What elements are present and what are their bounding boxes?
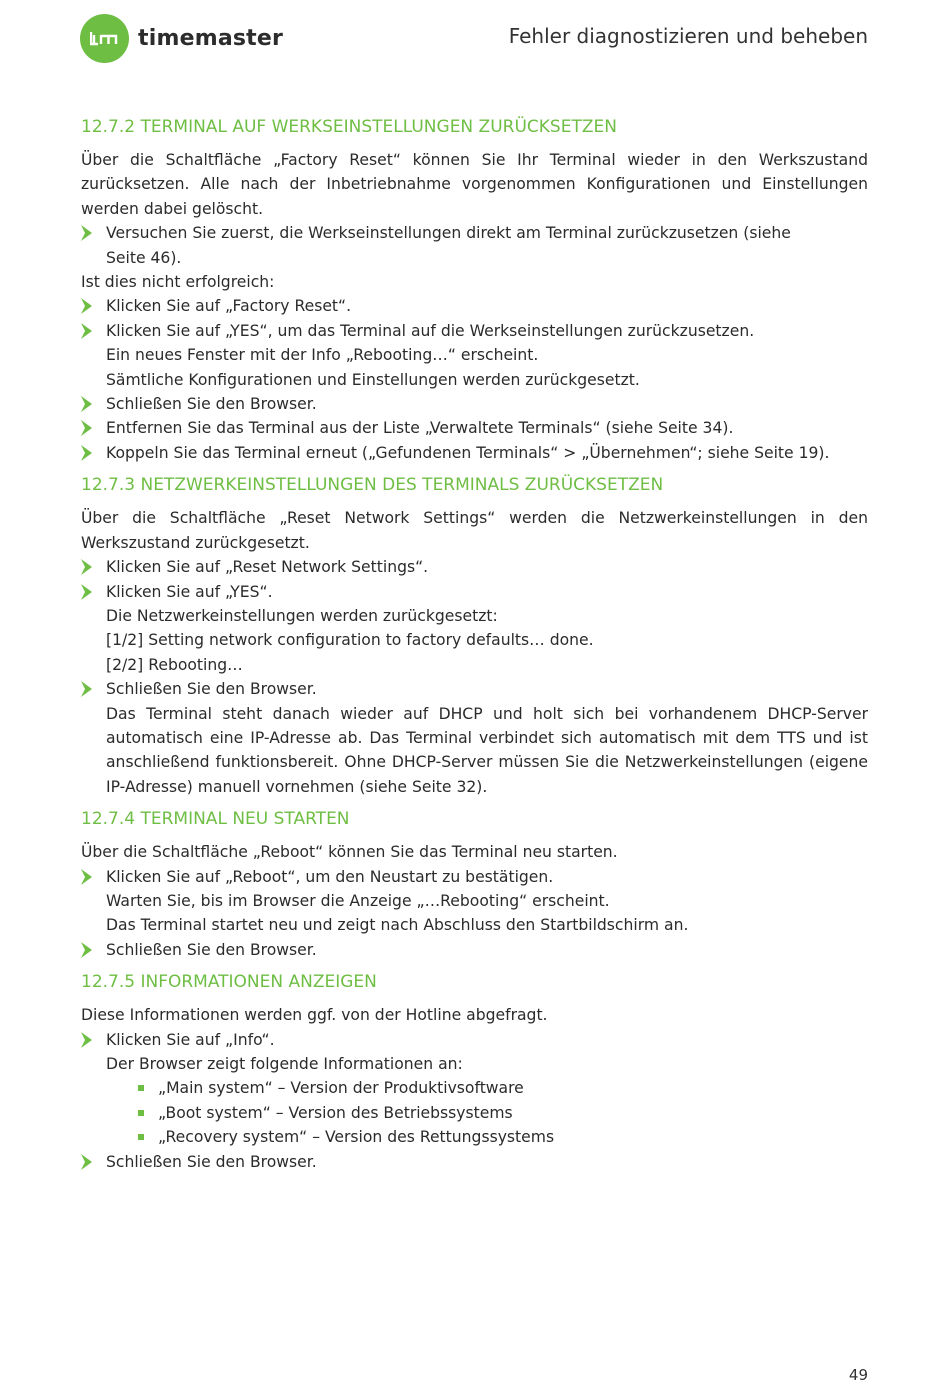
result-text: Ein neues Fenster mit der Info „Rebooting…“ erscheint. [106, 346, 539, 365]
logo-mark-icon [80, 14, 129, 63]
info-list-text: „Main system“ – Version der Produktivsoftware [158, 1079, 524, 1098]
paragraph: Ist dies nicht erfolgreich: [81, 273, 275, 292]
chevron-right-icon [81, 869, 92, 885]
chevron-right-icon [81, 420, 92, 436]
instruction-text: Entfernen Sie das Terminal aus der Liste „Verwaltete Terminals“ (siehe Seite 34). [106, 419, 734, 438]
square-bullet-icon [138, 1134, 144, 1140]
chevron-right-icon [81, 1154, 92, 1170]
instruction-text: Klicken Sie auf „Reboot“, um den Neustart zu bestätigen. [106, 867, 554, 886]
info-list-text: „Recovery system“ – Version des Rettungssystems [158, 1128, 555, 1147]
instruction-item [81, 677, 868, 701]
chevron-right-icon [81, 559, 92, 575]
instruction-text: Schließen Sie den Browser. [106, 940, 317, 959]
instruction-text: Klicken Sie auf „YES“. [106, 582, 273, 601]
instruction-item [81, 865, 868, 889]
section-heading: 12.7.2 TERMINAL AUF WERKSEINSTELLUNGEN ZURÜCKSETZEN [81, 117, 617, 137]
result-text: Die Netzwerkeinstellungen werden zurückgesetzt: [106, 606, 498, 625]
info-list-item [81, 1125, 868, 1149]
paragraph: Über die Schaltfläche „Reset Network Settings“ werden die Netzwerkeinstellungen in den Werkszustand zurückgesetzt. [81, 509, 868, 552]
info-list-item [81, 1101, 868, 1125]
instruction-item [81, 1150, 868, 1174]
paragraph: Über die Schaltfläche „Reboot“ können Sie das Terminal neu starten. [81, 843, 618, 862]
chevron-right-icon [81, 681, 92, 697]
instruction-text: Schließen Sie den Browser. [106, 395, 317, 414]
result-text: Warten Sie, bis im Browser die Anzeige „…Rebooting“ erscheint. [106, 891, 610, 910]
section-heading: 12.7.5 INFORMATIONEN ANZEIGEN [81, 972, 377, 993]
instruction-item [81, 555, 868, 579]
instruction-item [81, 221, 868, 245]
instruction-text: Klicken Sie auf „Info“. [106, 1030, 275, 1049]
square-bullet-icon [138, 1085, 144, 1091]
chevron-right-icon [81, 445, 92, 461]
paragraph: Über die Schaltfläche „Factory Reset“ können Sie Ihr Terminal wieder in den Werkszustand zurücksetzen. Alle nach der Inbetriebnahme vorgenommen Konfigurationen und Einstellungen werden dabei gelöscht. [81, 151, 868, 218]
logo-mark-glyph [90, 30, 120, 46]
result-text: Der Browser zeigt folgende Informationen an: [106, 1055, 463, 1073]
instruction-item [81, 441, 868, 465]
instruction-item [81, 294, 868, 318]
chevron-right-icon [81, 1032, 92, 1048]
instruction-text: Schließen Sie den Browser. [106, 1152, 317, 1171]
page-header-title: Fehler diagnostizieren und beheben [508, 24, 868, 48]
instruction-text: Koppeln Sie das Terminal erneut („Gefundenen Terminals“ > „Übernehmen“; siehe Seite 19). [106, 443, 830, 462]
instruction-text: Klicken Sie auf „Factory Reset“. [106, 297, 352, 316]
page-number: 49 [848, 1366, 868, 1384]
result-text: [2/2] Rebooting… [106, 655, 243, 674]
chevron-right-icon [81, 942, 92, 958]
instruction-continuation: Seite 46). [106, 248, 182, 267]
instruction-text: Klicken Sie auf „Reset Network Settings“. [106, 558, 429, 577]
chevron-right-icon [81, 584, 92, 600]
section-heading: 12.7.4 TERMINAL NEU STARTEN [81, 809, 350, 830]
result-text: Sämtliche Konfigurationen und Einstellungen werden zurückgesetzt. [106, 370, 640, 389]
chevron-right-icon [81, 396, 92, 412]
info-list-item [81, 1076, 868, 1100]
page-content [81, 110, 868, 1174]
instruction-item [81, 416, 868, 440]
instruction-text: Versuchen Sie zuerst, die Werkseinstellungen direkt am Terminal zurückzusetzen (siehe [106, 224, 791, 243]
result-text: Das Terminal startet neu und zeigt nach Abschluss den Startbildschirm an. [106, 916, 689, 935]
instruction-item [81, 319, 868, 343]
instruction-item [81, 938, 868, 962]
result-text: Das Terminal steht danach wieder auf DHCP und holt sich bei vorhandenem DHCP-Server automatisch eine IP-Adresse ab. Das Terminal verbindet sich automatisch mit dem TTS und ist anschließend funktionsbereit. Ohne DHCP-Server müssen Sie die Netzwerkeinstellungen (eigene IP-Adresse) manuell vornehmen (siehe Seite 32). [106, 704, 868, 796]
instruction-item [81, 1028, 868, 1052]
brand-name: timemaster [138, 25, 284, 51]
instruction-item [81, 392, 868, 416]
instruction-item [81, 580, 868, 604]
brand-logo [80, 13, 283, 63]
square-bullet-icon [138, 1110, 144, 1116]
paragraph: Diese Informationen werden ggf. von der Hotline abgefragt. [81, 1006, 548, 1025]
section-heading: 12.7.3 NETZWERKEINSTELLUNGEN DES TERMINALS ZURÜCKSETZEN [81, 475, 664, 496]
info-list-text: „Boot system“ – Version des Betriebssystems [158, 1103, 513, 1122]
instruction-text: Schließen Sie den Browser. [106, 680, 317, 699]
chevron-right-icon [81, 298, 92, 314]
instruction-text: Klicken Sie auf „YES“, um das Terminal auf die Werkseinstellungen zurückzusetzen. [106, 321, 755, 340]
chevron-right-icon [81, 225, 92, 241]
result-text: [1/2] Setting network configuration to factory defaults… done. [106, 631, 594, 650]
chevron-right-icon [81, 323, 92, 339]
